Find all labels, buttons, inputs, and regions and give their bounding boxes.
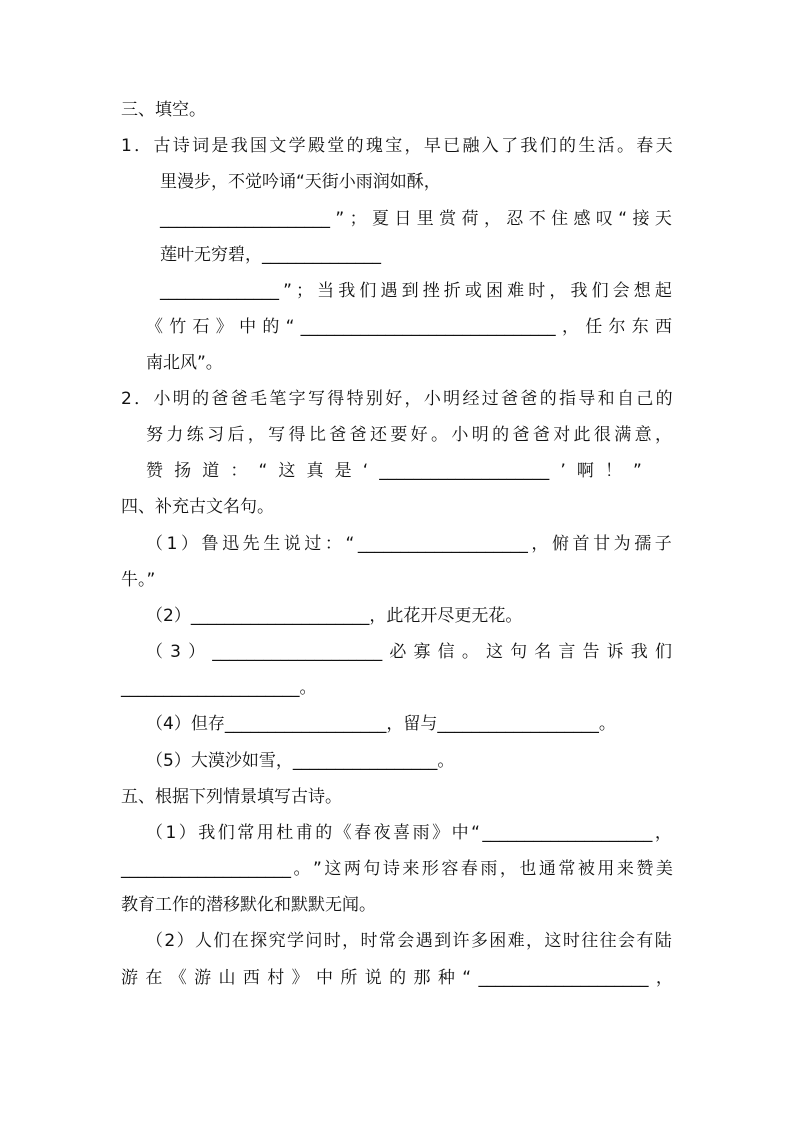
section-four-heading: 四、补充古文名句。 — [121, 497, 274, 517]
question-1-line-3: ____________________ ” ； 夏 日 里 赏 荷 ， 忍 不 住 感 叹 “ 接 天 — [160, 209, 672, 229]
section-4-item-5: （5）大漠沙如雪，_________________。 — [146, 751, 455, 771]
question-1-line-5: ______________ ” ； 当 我 们 遇 到 挫 折 或 困 难 时 ， 我 们 会 想 起 — [160, 281, 672, 301]
question-1-line-2: 里漫步，不觉吟诵“天街小雨润如酥， — [160, 172, 441, 192]
section-five-heading: 五、根据下列情景填写古诗。 — [121, 787, 342, 807]
section-4-item-4: （4）但存___________________，留与___________________。 — [146, 714, 616, 734]
section-4-item-1-line-2: 牛。” — [121, 570, 156, 590]
question-1-line-4: 莲叶无穷碧，______________ — [160, 245, 381, 265]
question-1-line-1: 1 ． 古 诗 词 是 我 国 文 学 殿 堂 的 瑰 宝 ， 早 已 融 入 了 我 们 的 生 活 。 春 天 — [121, 136, 673, 156]
section-5-item-2-line-1: （ 2 ） 人 们 在 探 究 学 问 时 ， 时 常 会 遇 到 许 多 困 难 ， 这 时 往 往 会 有 陆 — [146, 931, 672, 951]
question-2-line-2: 努 力 练 习 后 ， 写 得 比 爸 爸 还 要 好 。 小 明 的 爸 爸 对 此 很 满 意 ， — [146, 425, 672, 445]
section-5-item-1-line-2: ____________________ 。 ” 这 两 句 诗 来 形 容 春 雨 ， 也 通 常 被 用 来 赞 美 — [121, 859, 673, 879]
section-5-item-1-line-3: 教育工作的潜移默化和默默无闻。 — [121, 895, 376, 915]
section-5-item-1-line-1: （ 1 ） 我 们 常 用 杜 甫 的 《 春 夜 喜 雨 》 中 “ ____________________ ， — [146, 823, 672, 843]
question-2-line-3: 赞 扬 道 ： “ 这 真 是 ‘ ____________________ ’ 啊 ！ ” — [146, 461, 642, 481]
question-2-line-1: 2 ． 小 明 的 爸 爸 毛 笔 字 写 得 特 别 好 ， 小 明 经 过 爸 爸 的 指 导 和 自 己 的 — [121, 389, 673, 409]
section-4-item-2: （2）_____________________，此花开尽更无花。 — [146, 606, 523, 626]
section-5-item-2-line-2: 游 在 《 游 山 西 村 》 中 所 说 的 那 种 “ ____________________ ， — [121, 968, 673, 988]
section-three-heading: 三、填空。 — [121, 100, 206, 120]
section-4-item-1-line-1: （ 1 ） 鲁 迅 先 生 说 过 ： “ ____________________ ， 俯 首 甘 为 孺 子 — [146, 534, 672, 554]
question-1-line-7: 南北风”。 — [146, 353, 223, 373]
question-1-line-6: 《 竹 石 》 中 的 “ ______________________________ ， 任 尔 东 西 — [146, 317, 672, 337]
section-4-item-3-line-1: （ 3 ） ____________________ 必 寡 信 。 这 句 名 言 告 诉 我 们 — [146, 642, 672, 662]
section-4-item-3-line-2: _____________________。 — [121, 678, 317, 698]
